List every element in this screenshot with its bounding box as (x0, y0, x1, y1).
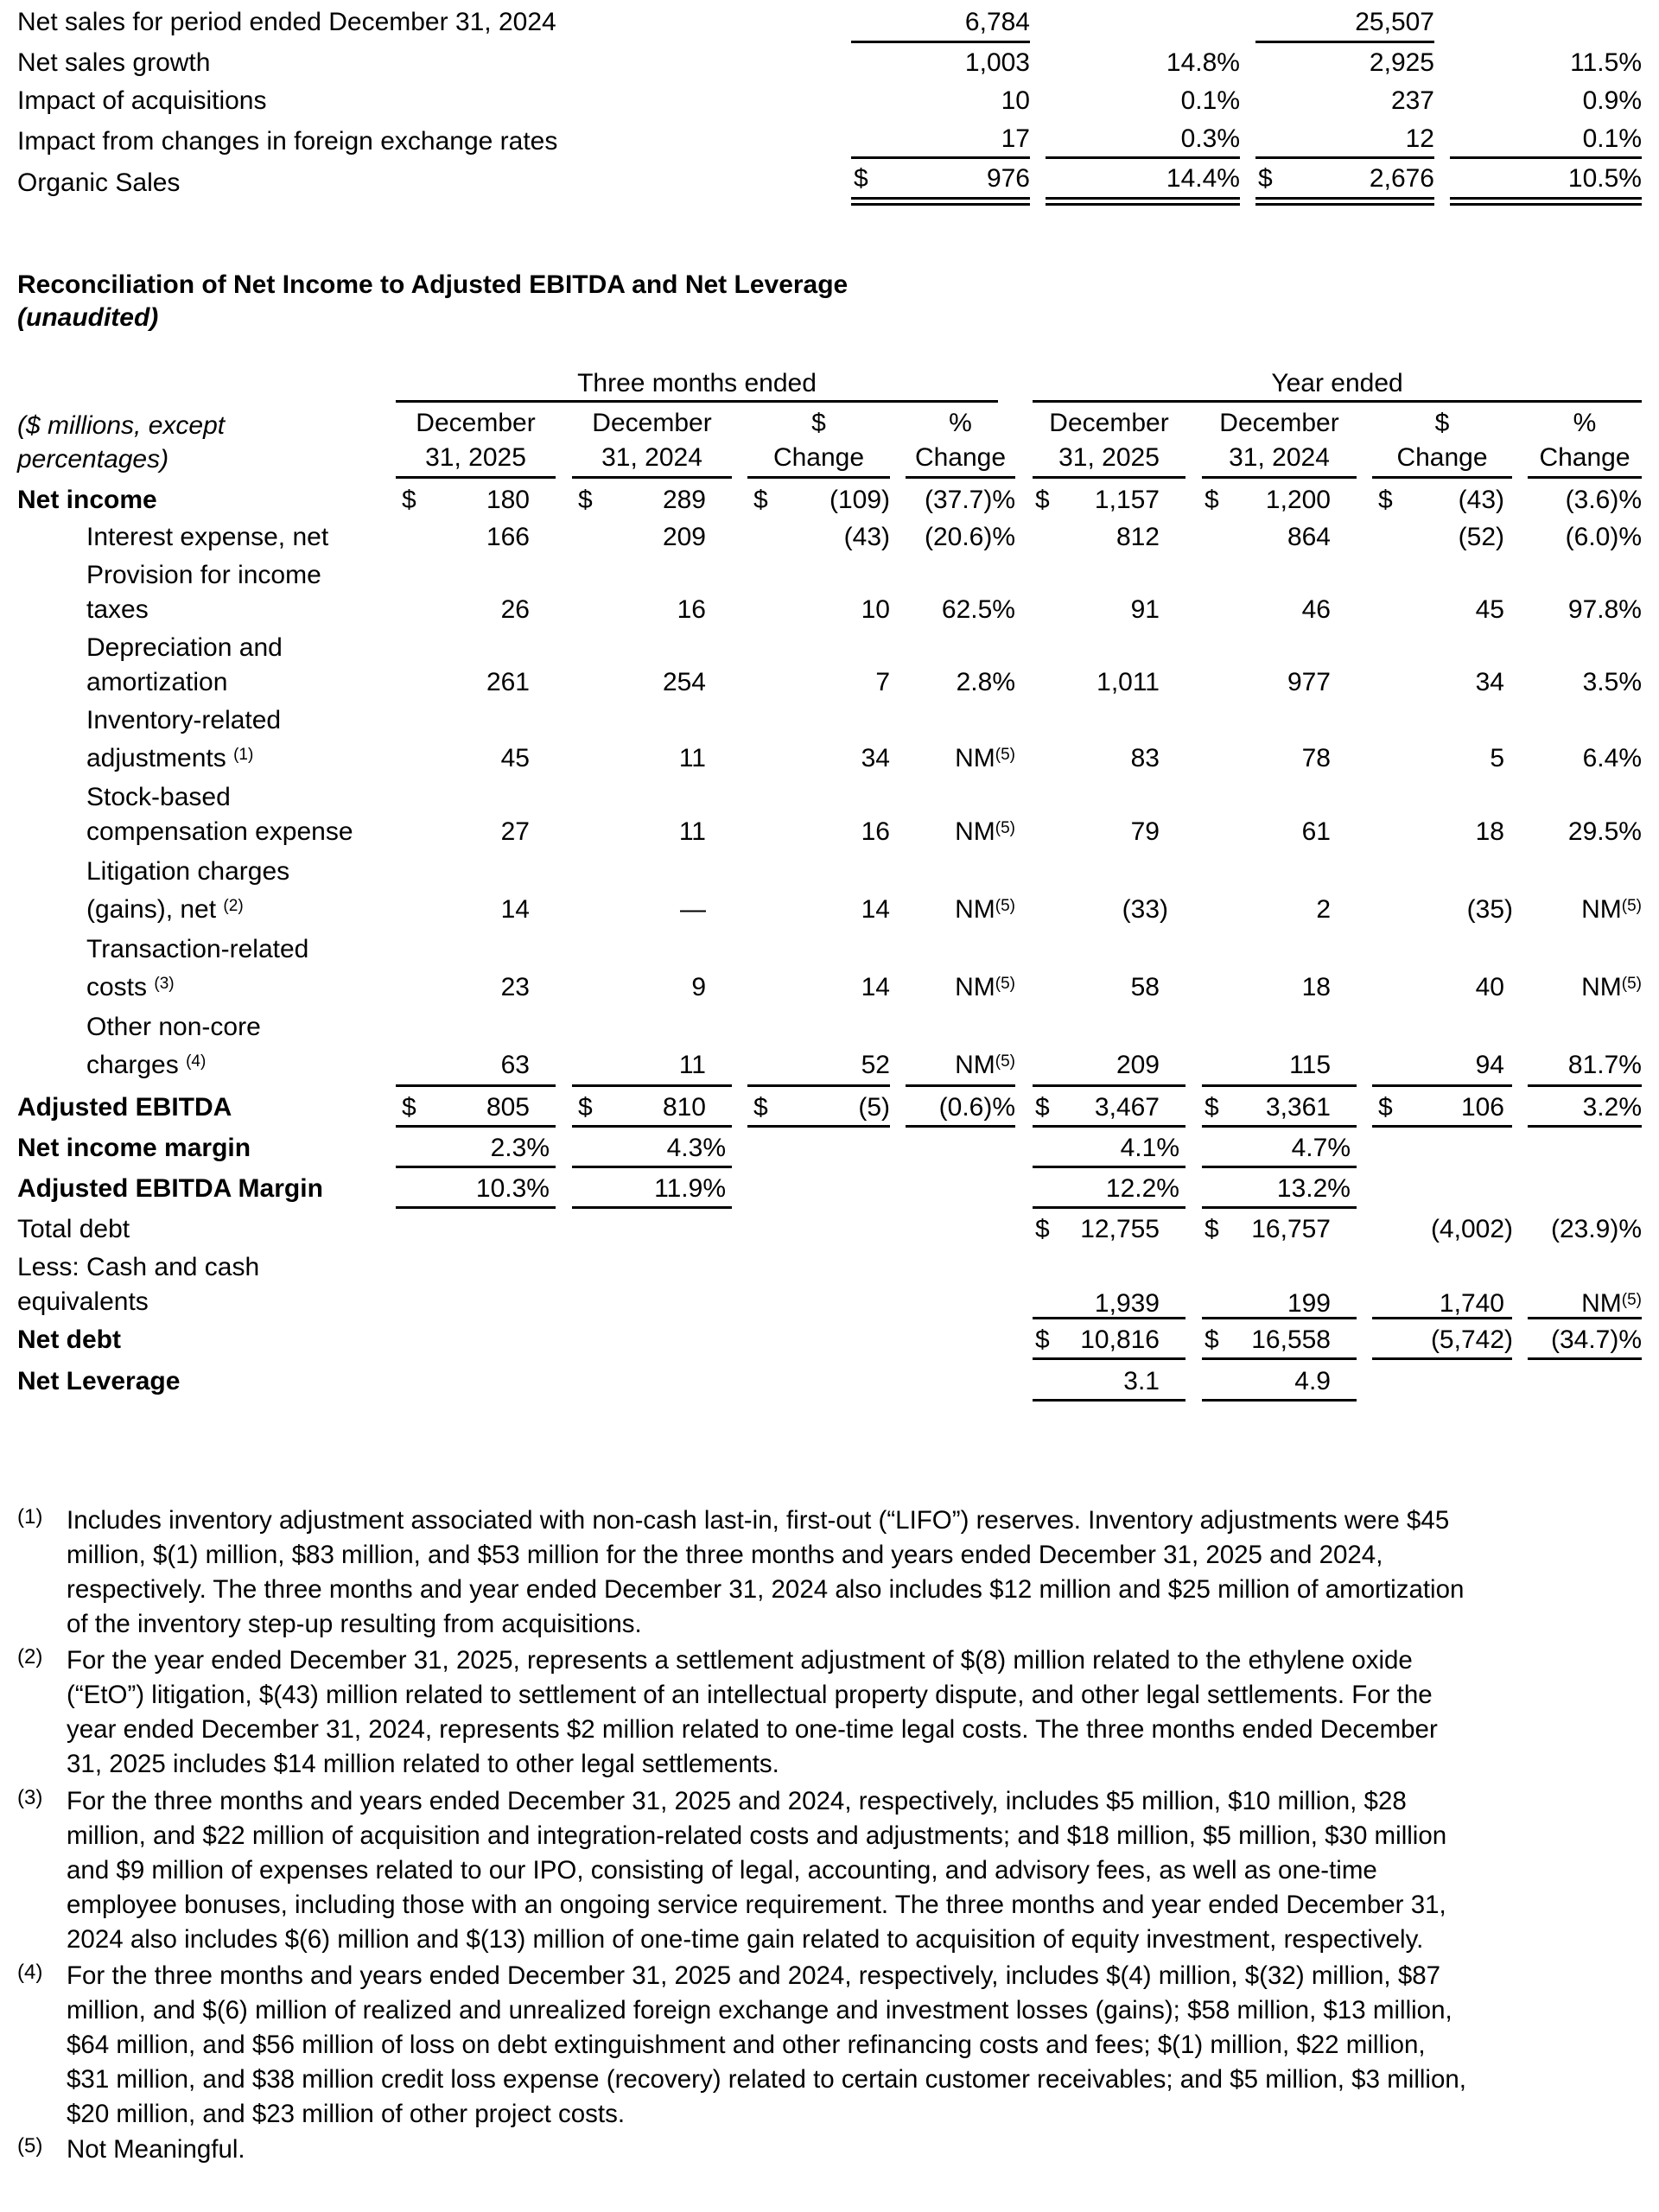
q-value: 1,003 (964, 48, 1030, 77)
col-header: Change (1396, 443, 1488, 472)
cell (890, 892, 1015, 928)
q-value: 17 (1001, 124, 1030, 153)
cell (1521, 892, 1642, 928)
subtotal-rule (1202, 1084, 1357, 1087)
cell: 12,755 (1080, 1215, 1160, 1243)
footnote-line: $31 million, and $38 million credit loss expense (recovery) related to certain customer receivables; and $5 million, $3 million, (67, 2065, 1466, 2094)
footnote-ref[interactable]: (5) (995, 819, 1015, 837)
y-value: 25,507 (1355, 8, 1434, 36)
cell: (34.7)% (1550, 1325, 1642, 1354)
row-label: costs (86, 973, 148, 1001)
cell: 1,740 (1439, 1289, 1504, 1318)
nm-value: NM (1581, 895, 1622, 924)
cell: 106 (1460, 1093, 1504, 1122)
margin-rule (1202, 1166, 1357, 1168)
col-header: 31, 2024 (1229, 443, 1330, 472)
col-header: Change (772, 443, 865, 472)
footnote-ref[interactable]: (5) (995, 746, 1015, 764)
cell: 23 (500, 973, 530, 1001)
y-pct: 10.5% (1567, 164, 1642, 193)
cell: 91 (1130, 595, 1160, 624)
cell: 10,816 (1080, 1325, 1160, 1354)
y-value: 2,925 (1369, 48, 1434, 77)
header-rule (1528, 476, 1642, 479)
col-header: December (416, 409, 536, 437)
double-underline (1255, 197, 1434, 206)
cell: 10 (861, 595, 890, 624)
footnote-marker: (4) (17, 1961, 43, 1984)
col-header: % (949, 409, 972, 437)
cell: 81.7% (1567, 1051, 1642, 1079)
total-rule (572, 1125, 732, 1128)
cell: 18 (1301, 973, 1331, 1001)
cell: 3.5% (1582, 668, 1642, 696)
footnote-ref[interactable]: (5) (995, 1052, 1015, 1071)
y-pct: 0.1% (1582, 124, 1642, 153)
currency-symbol: $ (578, 1093, 593, 1122)
total-rule (1033, 1399, 1185, 1402)
underline (1046, 156, 1240, 159)
cell: 14 (861, 973, 890, 1001)
footnote-line: and $9 million of expenses related to our IPO, consisting of legal, accounting, and advisory fees, as well as one-time (67, 1856, 1377, 1885)
row-label: Net Leverage (17, 1367, 181, 1395)
cell: 16 (677, 595, 706, 624)
cell: 46 (1301, 595, 1331, 624)
subtotal-rule (1033, 1084, 1185, 1087)
row-label: Net sales for period ended December 31, 2024 (17, 8, 556, 36)
row-label: Net debt (17, 1325, 121, 1354)
cell: 6.4% (1582, 744, 1642, 772)
cell: 34 (861, 744, 890, 772)
double-underline (1046, 197, 1240, 206)
group-header-year: Year ended (1271, 369, 1403, 397)
footnote-marker: (5) (17, 2134, 43, 2158)
q-pct: 14.4% (1166, 164, 1240, 193)
row-label: Transaction-related (86, 935, 309, 963)
cell: 2 (1316, 895, 1331, 924)
currency-symbol: $ (578, 486, 593, 514)
double-underline (1450, 197, 1642, 206)
cell: (52) (1458, 523, 1504, 551)
cell: 1,200 (1265, 486, 1331, 514)
footnote-ref[interactable]: (5) (1621, 897, 1642, 915)
row-label: Depreciation and (86, 633, 283, 662)
q-value: 976 (986, 164, 1030, 193)
cell: (4,002) (1430, 1215, 1513, 1243)
currency-symbol: $ (854, 164, 868, 193)
cell: 79 (1130, 817, 1160, 846)
cell: (43) (843, 523, 890, 551)
footnote-ref[interactable]: (4) (186, 1052, 207, 1071)
footnote-line: 2024 also includes $(6) million and $(13) million of one-time gain related to acquisition of equity investment, respectively. (67, 1925, 1424, 1954)
footnote-line: year ended December 31, 2024, represents $2 million related to one-time legal costs. The three months ended December (67, 1715, 1438, 1744)
cell: 61 (1301, 817, 1331, 846)
cell: 3,467 (1094, 1093, 1160, 1122)
double-underline (851, 197, 1030, 206)
footnote-ref[interactable]: (5) (995, 975, 1015, 993)
cell (890, 741, 1015, 777)
cell: 115 (1289, 1051, 1331, 1079)
q-pct: 0.3% (1180, 124, 1240, 153)
footnote-ref[interactable]: (3) (154, 975, 175, 993)
row-label: Adjusted EBITDA (17, 1093, 232, 1122)
row-label: taxes (86, 595, 149, 624)
cell: (6.0)% (1565, 523, 1642, 551)
currency-symbol: $ (1205, 486, 1219, 514)
subtotal-rule (396, 1084, 556, 1087)
header-rule (1033, 476, 1185, 479)
group-rule (396, 400, 998, 403)
footnote-line: For the three months and years ended December 31, 2025 and 2024, respectively, includes $(4) million, $(32) million, $87 (67, 1961, 1441, 1990)
nm-value: NM (955, 973, 995, 1001)
header-rule (1202, 476, 1357, 479)
cell: 34 (1475, 668, 1504, 696)
cell: 83 (1130, 744, 1160, 772)
currency-symbol: $ (1378, 486, 1393, 514)
cell: — (680, 895, 706, 924)
cell: (3.6)% (1565, 486, 1642, 514)
currency-symbol: $ (1258, 164, 1273, 193)
cell: 805 (486, 1093, 530, 1122)
cell: (37.7)% (924, 486, 1015, 514)
cell: 16 (861, 817, 890, 846)
footnote-line: Not Meaningful. (67, 2135, 245, 2164)
cell: 812 (1116, 523, 1160, 551)
col-header: December (1219, 409, 1339, 437)
nm-value: NM (1581, 1289, 1622, 1318)
cell: (0.6)% (938, 1093, 1015, 1122)
subtotal-rule (747, 1084, 890, 1087)
currency-symbol: $ (1035, 1093, 1050, 1122)
footnote-line: respectively. The three months and year ended December 31, 2024 also includes $12 million and $25 million of amortization (67, 1575, 1465, 1604)
cell: 4.7% (1291, 1134, 1351, 1162)
total-rule (1202, 1125, 1357, 1128)
subtotal-rule (1528, 1084, 1642, 1087)
cell: 29.5% (1567, 817, 1642, 846)
cell: 45 (1475, 595, 1504, 624)
cell: 254 (662, 668, 706, 696)
footnote-line: $20 million, and $23 million of other project costs. (67, 2100, 626, 2128)
col-header: 31, 2025 (1058, 443, 1160, 472)
subtotal-rule (1202, 1317, 1357, 1319)
cell: 9 (691, 973, 706, 1001)
cell: 63 (500, 1051, 530, 1079)
cell: 180 (486, 486, 530, 514)
cell: 14 (500, 895, 530, 924)
cell: 16,757 (1251, 1215, 1331, 1243)
cell: 10.3% (475, 1174, 550, 1203)
cell: (5,742) (1430, 1325, 1513, 1354)
cell: 97.8% (1567, 595, 1642, 624)
total-rule (1528, 1125, 1642, 1128)
units-label: percentages) (17, 445, 169, 474)
row-label: Total debt (17, 1215, 130, 1243)
nm-value: NM (955, 817, 995, 846)
footnote-line: employee bonuses, including those with an ongoing service requirement. The three months and year ended December 31, (67, 1891, 1446, 1919)
cell: 4.1% (1120, 1134, 1179, 1162)
currency-symbol: $ (1205, 1325, 1219, 1354)
cell: 977 (1287, 668, 1331, 696)
row-label: Net sales growth (17, 48, 211, 77)
cell: 261 (486, 668, 530, 696)
cell (1521, 969, 1642, 1006)
total-rule (906, 1125, 1015, 1128)
col-header: December (1049, 409, 1169, 437)
cell: (23.9)% (1550, 1215, 1642, 1243)
footnote-line: 31, 2025 includes $14 million related to other legal settlements. (67, 1750, 779, 1778)
currency-symbol: $ (753, 1093, 768, 1122)
cell: 1,011 (1096, 668, 1160, 696)
footnote-ref[interactable]: (5) (995, 897, 1015, 915)
cell: (43) (1458, 486, 1504, 514)
subtotal-rule (1372, 1317, 1512, 1319)
footnote-line: million, and $22 million of acquisition and integration-related costs and adjustments; and $18 million, $5 million, $30 million (67, 1821, 1447, 1850)
cell: 14 (861, 895, 890, 924)
margin-rule (396, 1166, 556, 1168)
cell: 12.2% (1105, 1174, 1179, 1203)
total-rule (747, 1125, 890, 1128)
cell: 5 (1490, 744, 1504, 772)
cell: 3.2% (1582, 1093, 1642, 1122)
y-value: 2,676 (1369, 164, 1434, 193)
cell: (33) (1122, 895, 1168, 924)
row-label: Inventory-related (86, 706, 282, 734)
currency-symbol: $ (1035, 1215, 1050, 1243)
header-rule (747, 476, 890, 479)
col-header: $ (1434, 409, 1450, 437)
cell: 2.8% (956, 668, 1015, 696)
footnote-line: (“EtO”) litigation, $(43) million related to settlement of an intellectual property dispute, and other legal settlements. For the (67, 1681, 1433, 1709)
total-rule (396, 1125, 556, 1128)
col-header: 31, 2025 (425, 443, 526, 472)
currency-symbol: $ (1378, 1093, 1393, 1122)
col-header: $ (811, 409, 826, 437)
nm-value: NM (955, 1051, 995, 1079)
footnote-line: of the inventory step-up resulting from acquisitions. (67, 1610, 642, 1638)
cell: 94 (1475, 1051, 1504, 1079)
footnote-ref[interactable]: (1) (233, 746, 254, 764)
total-rule (1033, 1357, 1185, 1360)
total-rule (1372, 1357, 1512, 1360)
footnote-ref[interactable]: (2) (223, 897, 244, 915)
cell (890, 969, 1015, 1006)
cell: 1,157 (1094, 486, 1160, 514)
subtotal-rule (1372, 1084, 1512, 1087)
footnote-line: million, $(1) million, $83 million, and $53 million for the three months and years ended December 31, 2025 and 2024, (67, 1541, 1383, 1569)
currency-symbol: $ (753, 486, 768, 514)
total-rule (1528, 1357, 1642, 1360)
currency-symbol: $ (1035, 486, 1050, 514)
row-label: Litigation charges (86, 857, 290, 886)
footnote-marker: (3) (17, 1786, 43, 1809)
footnote-marker: (2) (17, 1645, 43, 1669)
cell: (35) (1466, 895, 1513, 924)
cell: 289 (662, 486, 706, 514)
row-label: (gains), net (86, 895, 217, 924)
footnote-line: For the year ended December 31, 2025, represents a settlement adjustment of $(8) million related to the ethylene oxide (67, 1646, 1413, 1675)
margin-rule (396, 1206, 556, 1209)
cell: 40 (1475, 973, 1504, 1001)
subtotal-rule (906, 1084, 1015, 1087)
group-header-three-months: Three months ended (577, 369, 817, 397)
nm-value: NM (955, 744, 995, 772)
cell: (109) (829, 486, 890, 514)
cell (890, 1047, 1015, 1084)
subtotal-rule (572, 1084, 732, 1087)
cell: (5) (858, 1093, 890, 1122)
margin-rule (572, 1206, 732, 1209)
underline (1255, 41, 1434, 43)
col-header: 31, 2024 (601, 443, 702, 472)
currency-symbol: $ (1205, 1215, 1219, 1243)
footnote-ref[interactable]: (5) (1621, 1291, 1642, 1309)
cell: 58 (1130, 973, 1160, 1001)
cell: 199 (1287, 1289, 1331, 1318)
row-label: Impact from changes in foreign exchange rates (17, 127, 558, 156)
q-value: 10 (1001, 86, 1030, 115)
header-rule (396, 476, 556, 479)
cell: 864 (1287, 523, 1331, 551)
row-label: charges (86, 1051, 179, 1079)
total-rule (1033, 1125, 1185, 1128)
group-rule (1033, 400, 1642, 403)
section-title: Reconciliation of Net Income to Adjusted EBITDA and Net Leverage (17, 270, 849, 299)
subtotal-rule (1033, 1317, 1185, 1319)
cell: 11.9% (654, 1174, 726, 1203)
currency-symbol: $ (402, 1093, 416, 1122)
row-label: equivalents (17, 1287, 149, 1316)
cell: 27 (500, 817, 530, 846)
cell: 78 (1301, 744, 1331, 772)
y-pct: 0.9% (1582, 86, 1642, 115)
cell: 3.1 (1123, 1367, 1160, 1395)
cell: 810 (662, 1093, 706, 1122)
cell: 11 (678, 1051, 706, 1079)
cell: 62.5% (941, 595, 1015, 624)
cell: 45 (500, 744, 530, 772)
section-subtitle: (unaudited) (17, 303, 159, 332)
col-header: December (592, 409, 712, 437)
cell: 11 (678, 744, 706, 772)
header-rule (572, 476, 732, 479)
cell: 4.9 (1294, 1367, 1331, 1395)
footnote-marker: (1) (17, 1505, 43, 1529)
margin-rule (1202, 1206, 1357, 1209)
row-label: Adjusted EBITDA Margin (17, 1174, 323, 1203)
cell: 166 (486, 523, 530, 551)
cell: 209 (1116, 1051, 1160, 1079)
col-header: Change (914, 443, 1007, 472)
row-label: Impact of acquisitions (17, 86, 267, 115)
q-pct: 0.1% (1180, 86, 1240, 115)
margin-rule (1033, 1166, 1185, 1168)
cell: 52 (861, 1051, 890, 1079)
y-pct: 11.5% (1570, 48, 1642, 77)
cell: 11 (678, 817, 706, 846)
row-label: amortization (86, 668, 228, 696)
col-header: % (1573, 409, 1597, 437)
nm-value: NM (955, 895, 995, 924)
footnote-line: million, and $(6) million of realized and unrealized foreign exchange and investment losses (gains); $58 million, $13 million, (67, 1996, 1452, 2024)
cell: 2.3% (490, 1134, 550, 1162)
margin-rule (572, 1166, 732, 1168)
underline (1255, 156, 1434, 159)
row-label: adjustments (86, 744, 226, 772)
row-label: Net income margin (17, 1134, 251, 1162)
total-rule (1372, 1125, 1512, 1128)
q-value: 6,784 (964, 8, 1030, 36)
subtotal-rule (1528, 1317, 1642, 1319)
nm-value: NM (1581, 973, 1622, 1001)
footnote-line: For the three months and years ended December 31, 2025 and 2024, respectively, includes $5 million, $10 million, $28 (67, 1787, 1407, 1815)
cell: 3,361 (1265, 1093, 1331, 1122)
y-value: 237 (1390, 86, 1434, 115)
q-pct: 14.8% (1166, 48, 1240, 77)
underline (851, 41, 1030, 43)
underline (1450, 156, 1642, 159)
row-label: Net income (17, 486, 157, 514)
total-rule (1202, 1399, 1357, 1402)
row-label: Provision for income (86, 561, 321, 589)
cell: 13.2% (1276, 1174, 1351, 1203)
row-label: Other non-core (86, 1013, 261, 1041)
cell: (20.6)% (924, 523, 1015, 551)
footnote-ref[interactable]: (5) (1621, 975, 1642, 993)
units-label: ($ millions, except (17, 411, 226, 440)
cell: 7 (875, 668, 890, 696)
cell: 4.3% (666, 1134, 726, 1162)
col-header: Change (1539, 443, 1630, 472)
currency-symbol: $ (1205, 1093, 1219, 1122)
row-label: compensation expense (86, 817, 353, 846)
footnote-line: Includes inventory adjustment associated with non-cash last-in, first-out (“LIFO”) reserves. Inventory adjustments were $45 (67, 1506, 1450, 1535)
row-label: Stock-based (86, 783, 231, 811)
row-label: Less: Cash and cash (17, 1253, 260, 1281)
cell: 16,558 (1251, 1325, 1331, 1354)
cell: 1,939 (1094, 1289, 1160, 1318)
y-value: 12 (1405, 124, 1434, 153)
cell: 18 (1475, 817, 1504, 846)
cell (890, 814, 1015, 850)
cell: 26 (500, 595, 530, 624)
footnote-line: $64 million, and $56 million of loss on debt extinguishment and other refinancing costs and fees; $(1) million, $22 million, (67, 2031, 1426, 2059)
cell: 209 (662, 523, 706, 551)
header-rule (1372, 476, 1512, 479)
underline (851, 156, 1030, 159)
currency-symbol: $ (402, 486, 416, 514)
row-label: Organic Sales (17, 168, 181, 197)
row-label: Interest expense, net (86, 523, 329, 551)
margin-rule (1033, 1206, 1185, 1209)
currency-symbol: $ (1035, 1325, 1050, 1354)
header-rule (906, 476, 1015, 479)
total-rule (1202, 1357, 1357, 1360)
